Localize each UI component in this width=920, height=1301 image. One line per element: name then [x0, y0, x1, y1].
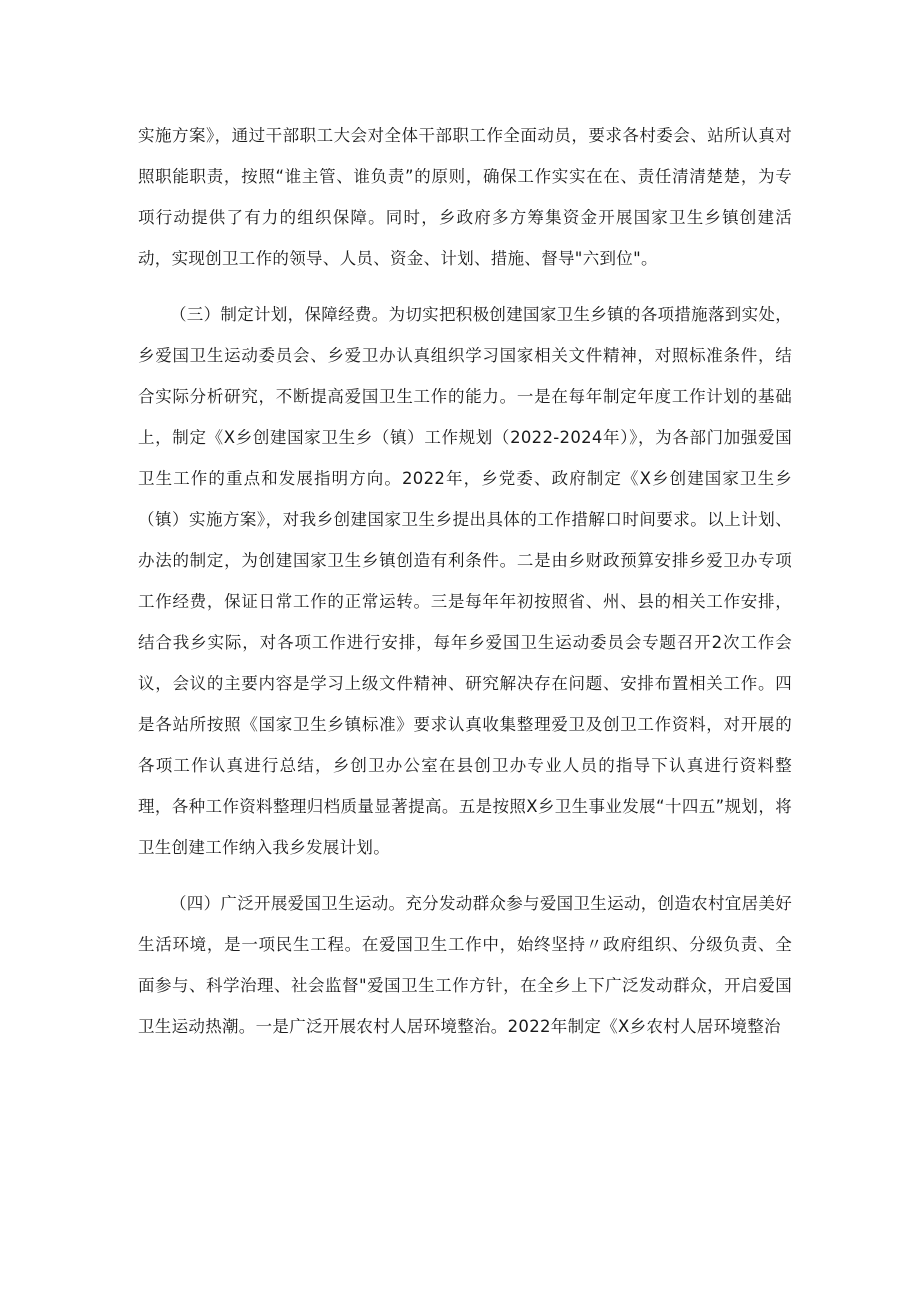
document-body	[138, 115, 792, 1062]
paragraph-section-three: （三）制定计划，保障经费。为切实把积极创建国家卫生乡镇的各项措施落到实处，乡爱国卫生运动委员会、乡爱卫办认真组织学习国家相关文件精神，对照标准条件，结合实际分析研究，不断提高爱国卫生工作的能力。一是在每年制定年度工作计划的基础上，制定《X乡创建国家卫生乡（镇）工作规划（2022-2024年）》，为各部门加强爱国卫生工作的重点和发展指明方向。2022年，乡党委、政府制定《X乡创建国家卫生乡（镇）实施方案》，对我乡创建国家卫生乡提出具体的工作措解口时间要求。以上计划、办法的制定，为创建国家卫生乡镇创造有利条件。二是由乡财政预算安排乡爱卫办专项工作经费，保证日常工作的正常运转。三是每年年初按照省、州、县的相关工作安排，结合我乡实际，对各项工作进行安排，每年乡爱国卫生运动委员会专题召开2次工作会议，会议的主要内容是学习上级文件精神、研究解决存在问题、安排布置相关工作。四是各站所按照《国家卫生乡镇标准》要求认真收集整理爱卫及创卫工作资料，对开展的各项工作认真进行总结，乡创卫办公室在县创卫办专业人员的指导下认真进行资料整理，各种工作资料整理归档质量显著提高。五是按照X乡卫生事业发展“十四五”规划，将卫生创建工作纳入我乡发展计划。	[138, 305, 792, 857]
paragraph-section-four: （四）广泛开展爱国卫生运动。充分发动群众参与爱国卫生运动，创造农村宜居美好生活环境，是一项民生工程。在爱国卫生工作中，始终坚持〃政府组织、分级负责、全面参与、科学治理、社会监督"爱国卫生工作方针，在全乡上下广泛发动群众，开启爱国卫生运动热潮。一是广泛开展农村人居环境整治。2022年制定《X乡农村人居环境整治	[138, 894, 792, 1036]
paragraph-continuation: 实施方案》，通过干部职工大会对全体干部职工作全面动员，要求各村委会、站所认真对照职能职责，按照“谁主管、谁负责”的原则，确保工作实实在在、责任清清楚楚，为专项行动提供了有力的组织保障。同时，乡政府多方筹集资金开展国家卫生乡镇创建活动，实现创卫工作的领导、人员、资金、计划、措施、督导"六到位"。	[138, 126, 792, 268]
